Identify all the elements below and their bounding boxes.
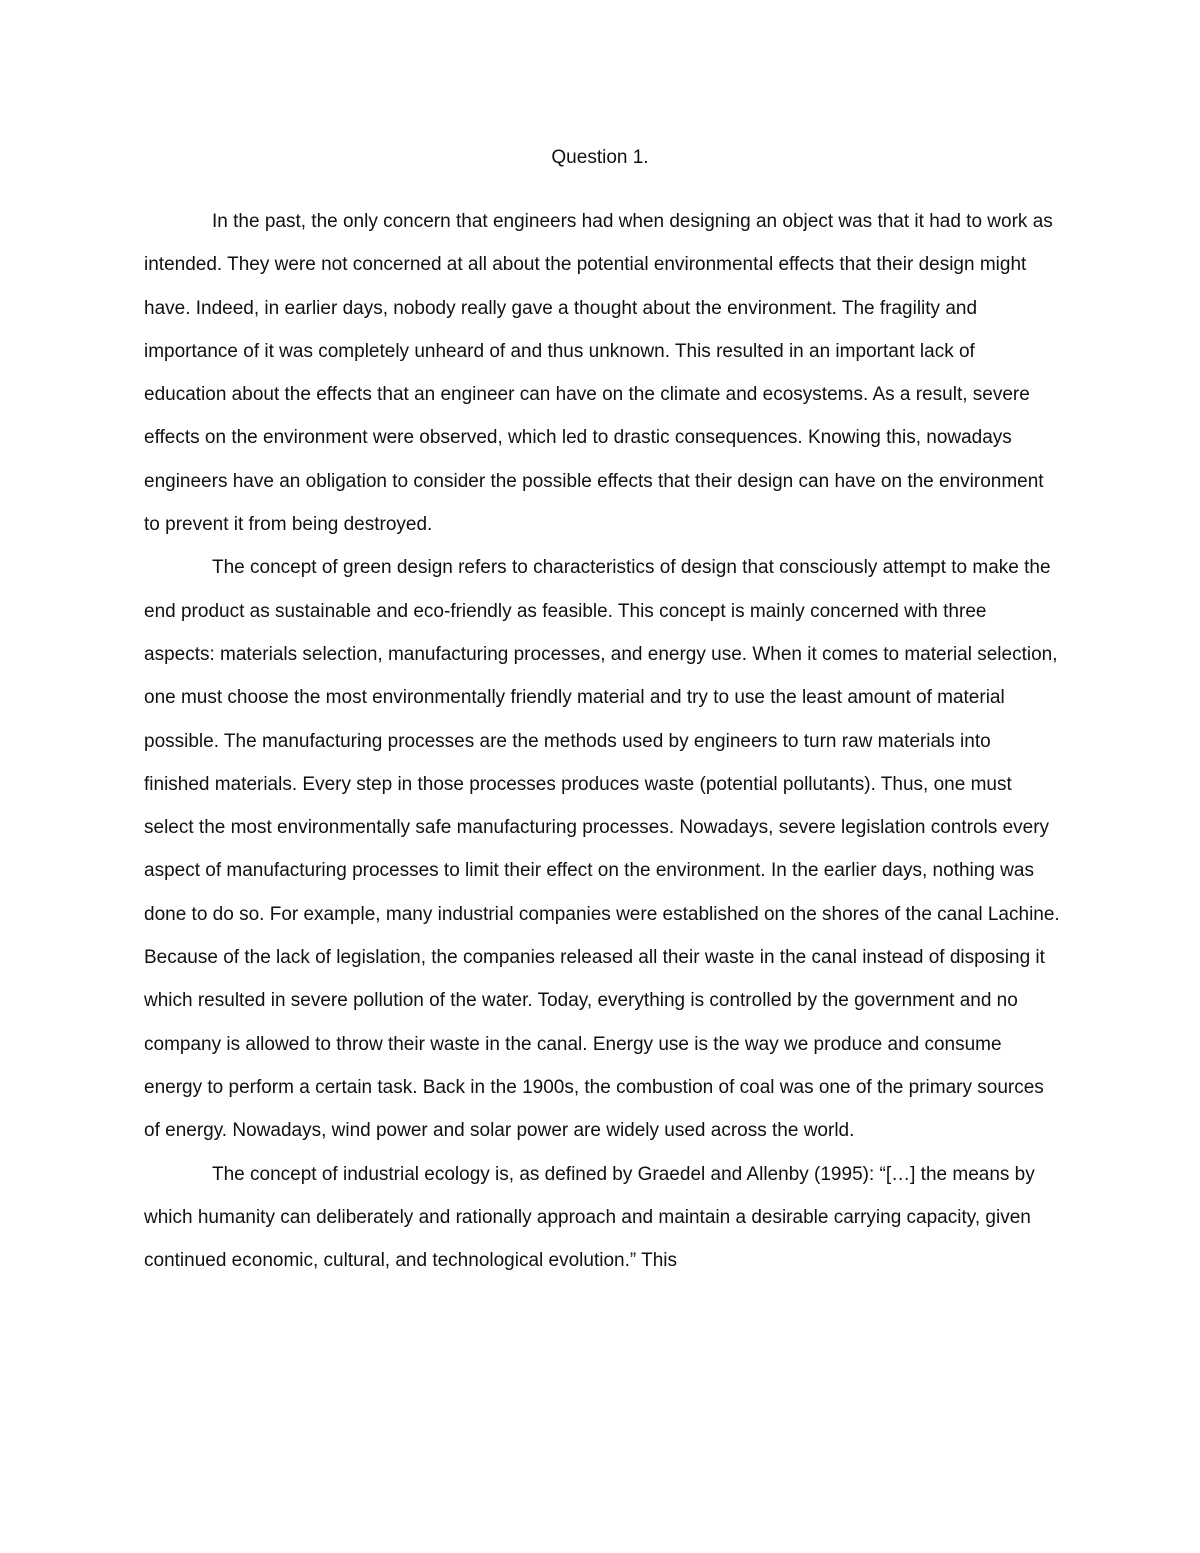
document-title: Question 1. [551, 147, 649, 168]
paragraph-1: In the past, the only concern that engineers had when designing an object was that it had to work as intended. They were not concerned at all about the potential environmental effects that their design might have. Indeed, in earlier days, nobody really gave a thought about the environment. The fragility and importance of it was completely unheard of and thus unknown. This resulted in an important lack of education about the effects that an engineer can have on the climate and ecosystems. As a result, severe effects on the environment were observed, which led to drastic consequences. Knowing this, nowadays engineers have an obligation to consider the possible effects that their design can have on the environment to prevent it from being destroyed. [144, 211, 1053, 536]
paragraph-2: The concept of green design refers to characteristics of design that consciously attempt to make the end product as sustainable and eco-friendly as feasible. This concept is mainly concerned with three aspects: materials selection, manufacturing processes, and energy use. When it comes to material selection, one must choose the most environmentally friendly material and try to use the least amount of material possible. The manufacturing processes are the methods used by engineers to turn raw materials into finished materials. Every step in those processes produces waste (potential pollutants). Thus, one must select the most environmentally safe manufacturing processes. Nowadays, severe legislation controls every aspect of manufacturing processes to limit their effect on the environment. In the earlier days, nothing was done to do so. For example, many industrial companies were established on the shores of the canal Lachine. Because of the lack of legislation, the companies released all their waste in the canal instead of disposing it which resulted in severe pollution of the water. Today, everything is controlled by the government and no company is allowed to throw their waste in the canal. Energy use is the way we produce and consume energy to perform a certain task. Back in the 1900s, the combustion of coal was one of the primary sources of energy. Nowadays, wind power and solar power are widely used across the world. [144, 557, 1060, 1142]
document-body [144, 200, 1060, 1282]
paragraph-3: The concept of industrial ecology is, as defined by Graedel and Allenby (1995): “[…] the means by which humanity can deliberately and rationally approach and maintain a desirable carrying capacity, given continued economic, cultural, and technological evolution.” This [144, 1163, 1035, 1272]
